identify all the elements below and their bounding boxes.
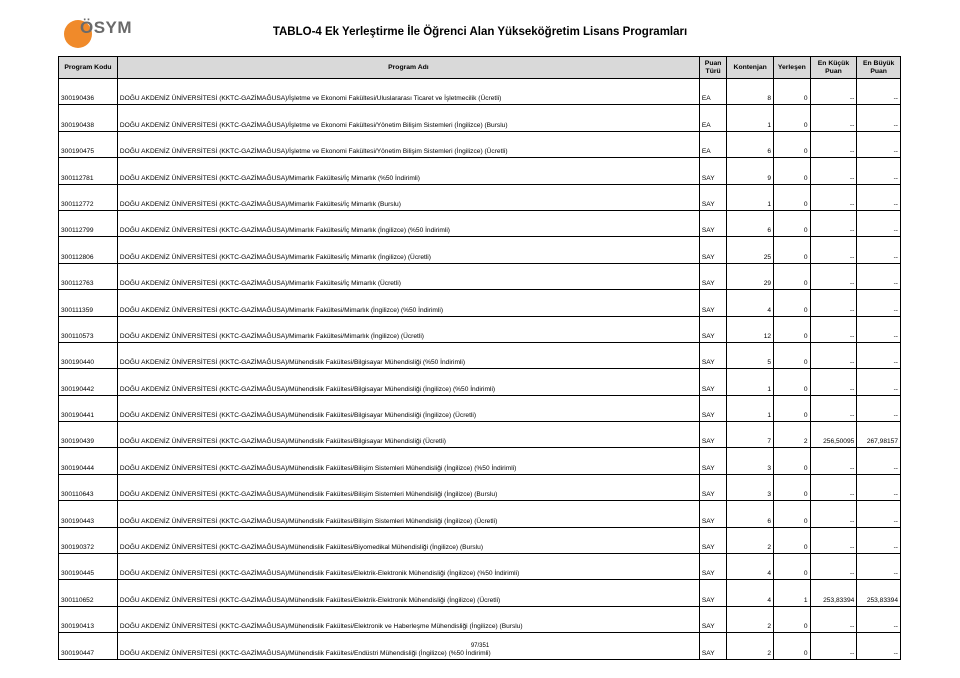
program-name-cell: DOĞU AKDENİZ ÜNİVERSİTESİ (KKTC-GAZİMAĞUSA)/Mimarlık Fakültesi/İç Mimarlık (İngilizce) (%50 İndirimli)	[117, 210, 699, 236]
program-code-cell: 300190445	[59, 554, 118, 580]
column-header-puan-turu: Puan Türü	[699, 57, 726, 79]
placed-cell: 0	[774, 131, 811, 157]
column-header-yerlesen: Yerleşen	[774, 57, 811, 79]
program-name-cell: DOĞU AKDENİZ ÜNİVERSİTESİ (KKTC-GAZİMAĞUSA)/Mühendislik Fakültesi/Bilgisayar Mühendisliği (%50 İndirimli)	[117, 342, 699, 368]
max-score-cell: --	[857, 474, 901, 500]
quota-cell: 8	[727, 79, 774, 105]
score-type-cell: EA	[699, 131, 726, 157]
program-name-cell: DOĞU AKDENİZ ÜNİVERSİTESİ (KKTC-GAZİMAĞUSA)/Mühendislik Fakültesi/Bilişim Sistemleri Mühendisliği (İngilizce) (Ücretli)	[117, 501, 699, 527]
min-score-cell: --	[810, 237, 857, 263]
program-name-cell: DOĞU AKDENİZ ÜNİVERSİTESİ (KKTC-GAZİMAĞUSA)/Mimarlık Fakültesi/Mimarlık (İngilizce) (%50 İndirimli)	[117, 290, 699, 316]
score-type-cell: SAY	[699, 342, 726, 368]
column-header-kontenjan: Kontenjan	[727, 57, 774, 79]
min-score-cell: --	[810, 79, 857, 105]
score-type-cell: SAY	[699, 501, 726, 527]
program-code-cell: 300190447	[59, 633, 118, 659]
table-row	[59, 158, 901, 184]
quota-cell: 9	[727, 158, 774, 184]
placed-cell: 0	[774, 79, 811, 105]
score-type-cell: SAY	[699, 527, 726, 553]
placed-cell: 0	[774, 448, 811, 474]
table-row	[59, 105, 901, 131]
min-score-cell: --	[810, 448, 857, 474]
program-code-cell: 300190444	[59, 448, 118, 474]
program-name-cell: DOĞU AKDENİZ ÜNİVERSİTESİ (KKTC-GAZİMAĞUSA)/Mühendislik Fakültesi/Bilgisayar Mühendisliği (İngilizce) (%50 İndirimli)	[117, 369, 699, 395]
max-score-cell: 253,83394	[857, 580, 901, 606]
placed-cell: 0	[774, 158, 811, 184]
program-code-cell: 300190440	[59, 342, 118, 368]
program-code-cell: 300112799	[59, 210, 118, 236]
max-score-cell: --	[857, 501, 901, 527]
score-type-cell: SAY	[699, 606, 726, 632]
min-score-cell: 256,50095	[810, 422, 857, 448]
min-score-cell: --	[810, 316, 857, 342]
score-type-cell: SAY	[699, 448, 726, 474]
max-score-cell: --	[857, 448, 901, 474]
min-score-cell: --	[810, 263, 857, 289]
placed-cell: 1	[774, 580, 811, 606]
min-score-cell: --	[810, 131, 857, 157]
placed-cell: 0	[774, 184, 811, 210]
table-row	[59, 316, 901, 342]
program-code-cell: 300110643	[59, 474, 118, 500]
program-code-cell: 300112806	[59, 237, 118, 263]
column-header-en-kucuk-puan: En Küçük Puan	[810, 57, 857, 79]
min-score-cell: --	[810, 554, 857, 580]
quota-cell: 5	[727, 342, 774, 368]
score-type-cell: EA	[699, 105, 726, 131]
min-score-cell: --	[810, 369, 857, 395]
quota-cell: 3	[727, 474, 774, 500]
placed-cell: 0	[774, 554, 811, 580]
max-score-cell: --	[857, 290, 901, 316]
program-name-cell: DOĞU AKDENİZ ÜNİVERSİTESİ (KKTC-GAZİMAĞUSA)/Mühendislik Fakültesi/Bilgisayar Mühendisliği (Ücretli)	[117, 422, 699, 448]
program-code-cell: 300112781	[59, 158, 118, 184]
program-name-cell: DOĞU AKDENİZ ÜNİVERSİTESİ (KKTC-GAZİMAĞUSA)/Mühendislik Fakültesi/Elektrik-Elektronik Mühendisliği (İngilizce) (%50 İndirimli)	[117, 554, 699, 580]
placed-cell: 0	[774, 633, 811, 659]
table-row	[59, 210, 901, 236]
table-row	[59, 79, 901, 105]
score-type-cell: SAY	[699, 395, 726, 421]
program-code-cell: 300111359	[59, 290, 118, 316]
max-score-cell: --	[857, 395, 901, 421]
min-score-cell: 253,83394	[810, 580, 857, 606]
min-score-cell: --	[810, 158, 857, 184]
table-header-row	[59, 57, 901, 79]
program-name-cell: DOĞU AKDENİZ ÜNİVERSİTESİ (KKTC-GAZİMAĞUSA)/Mühendislik Fakültesi/Bilgisayar Mühendisliği (İngilizce) (Ücretli)	[117, 395, 699, 421]
quota-cell: 1	[727, 395, 774, 421]
max-score-cell: --	[857, 316, 901, 342]
table-row	[59, 290, 901, 316]
placed-cell: 0	[774, 369, 811, 395]
table-row	[59, 131, 901, 157]
score-type-cell: SAY	[699, 210, 726, 236]
program-name-cell: DOĞU AKDENİZ ÜNİVERSİTESİ (KKTC-GAZİMAĞUSA)/Mühendislik Fakültesi/Elektrik-Elektronik Mühendisliği (İngilizce) (Ücretli)	[117, 580, 699, 606]
program-name-cell: DOĞU AKDENİZ ÜNİVERSİTESİ (KKTC-GAZİMAĞUSA)/İşletme ve Ekonomi Fakültesi/Yönetim Bilişim Sistemleri (İngilizce) (Burslu)	[117, 105, 699, 131]
placed-cell: 0	[774, 395, 811, 421]
max-score-cell: --	[857, 237, 901, 263]
program-code-cell: 300110652	[59, 580, 118, 606]
score-type-cell: SAY	[699, 316, 726, 342]
max-score-cell: --	[857, 131, 901, 157]
quota-cell: 1	[727, 184, 774, 210]
score-type-cell: SAY	[699, 290, 726, 316]
quota-cell: 25	[727, 237, 774, 263]
max-score-cell: --	[857, 184, 901, 210]
placed-cell: 0	[774, 501, 811, 527]
table-row	[59, 342, 901, 368]
max-score-cell: --	[857, 210, 901, 236]
max-score-cell: --	[857, 606, 901, 632]
max-score-cell: --	[857, 527, 901, 553]
column-header-program-kodu: Program Kodu	[59, 57, 118, 79]
table-row	[59, 554, 901, 580]
program-name-cell: DOĞU AKDENİZ ÜNİVERSİTESİ (KKTC-GAZİMAĞUSA)/Mimarlık Fakültesi/İç Mimarlık (İngilizce) (Ücretli)	[117, 237, 699, 263]
min-score-cell: --	[810, 184, 857, 210]
quota-cell: 29	[727, 263, 774, 289]
program-code-cell: 300190372	[59, 527, 118, 553]
program-name-cell: DOĞU AKDENİZ ÜNİVERSİTESİ (KKTC-GAZİMAĞUSA)/Mimarlık Fakültesi/İç Mimarlık (%50 İndirimli)	[117, 158, 699, 184]
score-type-cell: SAY	[699, 369, 726, 395]
program-code-cell: 300112772	[59, 184, 118, 210]
quota-cell: 4	[727, 580, 774, 606]
placed-cell: 0	[774, 290, 811, 316]
table-row	[59, 606, 901, 632]
max-score-cell: --	[857, 554, 901, 580]
quota-cell: 7	[727, 422, 774, 448]
table-row	[59, 580, 901, 606]
program-code-cell: 300190438	[59, 105, 118, 131]
quota-cell: 6	[727, 210, 774, 236]
quota-cell: 2	[727, 633, 774, 659]
placed-cell: 0	[774, 105, 811, 131]
max-score-cell: --	[857, 369, 901, 395]
page-title: TABLO-4 Ek Yerleştirme İle Öğrenci Alan Yükseköğretim Lisans Programları	[272, 26, 688, 38]
score-type-cell: SAY	[699, 633, 726, 659]
table-row	[59, 395, 901, 421]
program-name-cell: DOĞU AKDENİZ ÜNİVERSİTESİ (KKTC-GAZİMAĞUSA)/Mühendislik Fakültesi/Endüstri Mühendisliği (İngilizce) (%50 İndirimli)	[117, 633, 699, 659]
max-score-cell: --	[857, 263, 901, 289]
placed-cell: 0	[774, 342, 811, 368]
table-row	[59, 501, 901, 527]
score-type-cell: SAY	[699, 237, 726, 263]
score-type-cell: SAY	[699, 554, 726, 580]
placed-cell: 0	[774, 237, 811, 263]
placed-cell: 0	[774, 210, 811, 236]
quota-cell: 6	[727, 131, 774, 157]
min-score-cell: --	[810, 105, 857, 131]
max-score-cell: --	[857, 633, 901, 659]
max-score-cell: --	[857, 105, 901, 131]
placed-cell: 0	[774, 316, 811, 342]
score-type-cell: SAY	[699, 422, 726, 448]
program-name-cell: DOĞU AKDENİZ ÜNİVERSİTESİ (KKTC-GAZİMAĞUSA)/Mühendislik Fakültesi/Elektronik ve Haberleşme Mühendisliği (İngilizce) (Burslu)	[117, 606, 699, 632]
table-row	[59, 237, 901, 263]
quota-cell: 1	[727, 369, 774, 395]
program-code-cell: 300112763	[59, 263, 118, 289]
placed-cell: 0	[774, 606, 811, 632]
program-name-cell: DOĞU AKDENİZ ÜNİVERSİTESİ (KKTC-GAZİMAĞUSA)/Mühendislik Fakültesi/Biyomedikal Mühendisliği (İngilizce) (Burslu)	[117, 527, 699, 553]
placed-cell: 0	[774, 474, 811, 500]
min-score-cell: --	[810, 501, 857, 527]
column-header-en-buyuk-puan: En Büyük Puan	[857, 57, 901, 79]
score-type-cell: SAY	[699, 184, 726, 210]
placed-cell: 0	[774, 263, 811, 289]
quota-cell: 4	[727, 290, 774, 316]
program-code-cell: 300190436	[59, 79, 118, 105]
min-score-cell: --	[810, 474, 857, 500]
program-name-cell: DOĞU AKDENİZ ÜNİVERSİTESİ (KKTC-GAZİMAĞUSA)/Mimarlık Fakültesi/Mimarlık (İngilizce) (Ücretli)	[117, 316, 699, 342]
program-name-cell: DOĞU AKDENİZ ÜNİVERSİTESİ (KKTC-GAZİMAĞUSA)/Mimarlık Fakültesi/İç Mimarlık (Ücretli)	[117, 263, 699, 289]
column-header-program-adi: Program Adı	[117, 57, 699, 79]
score-type-cell: EA	[699, 79, 726, 105]
quota-cell: 12	[727, 316, 774, 342]
program-name-cell: DOĞU AKDENİZ ÜNİVERSİTESİ (KKTC-GAZİMAĞUSA)/Mühendislik Fakültesi/Bilişim Sistemleri Mühendisliği (İngilizce) (%50 İndirimli)	[117, 448, 699, 474]
max-score-cell: 267,98157	[857, 422, 901, 448]
score-type-cell: SAY	[699, 580, 726, 606]
placed-cell: 0	[774, 527, 811, 553]
table-row	[59, 448, 901, 474]
score-type-cell: SAY	[699, 158, 726, 184]
program-name-cell: DOĞU AKDENİZ ÜNİVERSİTESİ (KKTC-GAZİMAĞUSA)/Mimarlık Fakültesi/İç Mimarlık (Burslu)	[117, 184, 699, 210]
table-row	[59, 263, 901, 289]
score-type-cell: SAY	[699, 474, 726, 500]
min-score-cell: --	[810, 633, 857, 659]
table-body	[59, 79, 901, 660]
max-score-cell: --	[857, 79, 901, 105]
quota-cell: 2	[727, 606, 774, 632]
min-score-cell: --	[810, 527, 857, 553]
max-score-cell: --	[857, 342, 901, 368]
programs-table	[58, 56, 901, 660]
program-name-cell: DOĞU AKDENİZ ÜNİVERSİTESİ (KKTC-GAZİMAĞUSA)/Mühendislik Fakültesi/Bilişim Sistemleri Mühendisliği (İngilizce) (Burslu)	[117, 474, 699, 500]
score-type-cell: SAY	[699, 263, 726, 289]
table-row	[59, 369, 901, 395]
logo-text: ÖSYM	[80, 18, 133, 37]
quota-cell: 1	[727, 105, 774, 131]
program-code-cell: 300190441	[59, 395, 118, 421]
program-code-cell: 300110573	[59, 316, 118, 342]
program-code-cell: 300190413	[59, 606, 118, 632]
table-row	[59, 422, 901, 448]
program-code-cell: 300190443	[59, 501, 118, 527]
program-code-cell: 300190442	[59, 369, 118, 395]
placed-cell: 2	[774, 422, 811, 448]
table-row	[59, 474, 901, 500]
page-number: 97/351	[470, 643, 490, 649]
min-score-cell: --	[810, 342, 857, 368]
min-score-cell: --	[810, 210, 857, 236]
quota-cell: 3	[727, 448, 774, 474]
min-score-cell: --	[810, 395, 857, 421]
table-row	[59, 184, 901, 210]
program-name-cell: DOĞU AKDENİZ ÜNİVERSİTESİ (KKTC-GAZİMAĞUSA)/İşletme ve Ekonomi Fakültesi/Uluslararası Ticaret ve İşletmecilik (Ücretli)	[117, 79, 699, 105]
table-row	[59, 527, 901, 553]
quota-cell: 2	[727, 527, 774, 553]
max-score-cell: --	[857, 158, 901, 184]
program-name-cell: DOĞU AKDENİZ ÜNİVERSİTESİ (KKTC-GAZİMAĞUSA)/İşletme ve Ekonomi Fakültesi/Yönetim Bilişim Sistemleri (İngilizce) (Ücretli)	[117, 131, 699, 157]
min-score-cell: --	[810, 606, 857, 632]
program-code-cell: 300190475	[59, 131, 118, 157]
min-score-cell: --	[810, 290, 857, 316]
quota-cell: 6	[727, 501, 774, 527]
quota-cell: 4	[727, 554, 774, 580]
program-code-cell: 300190439	[59, 422, 118, 448]
